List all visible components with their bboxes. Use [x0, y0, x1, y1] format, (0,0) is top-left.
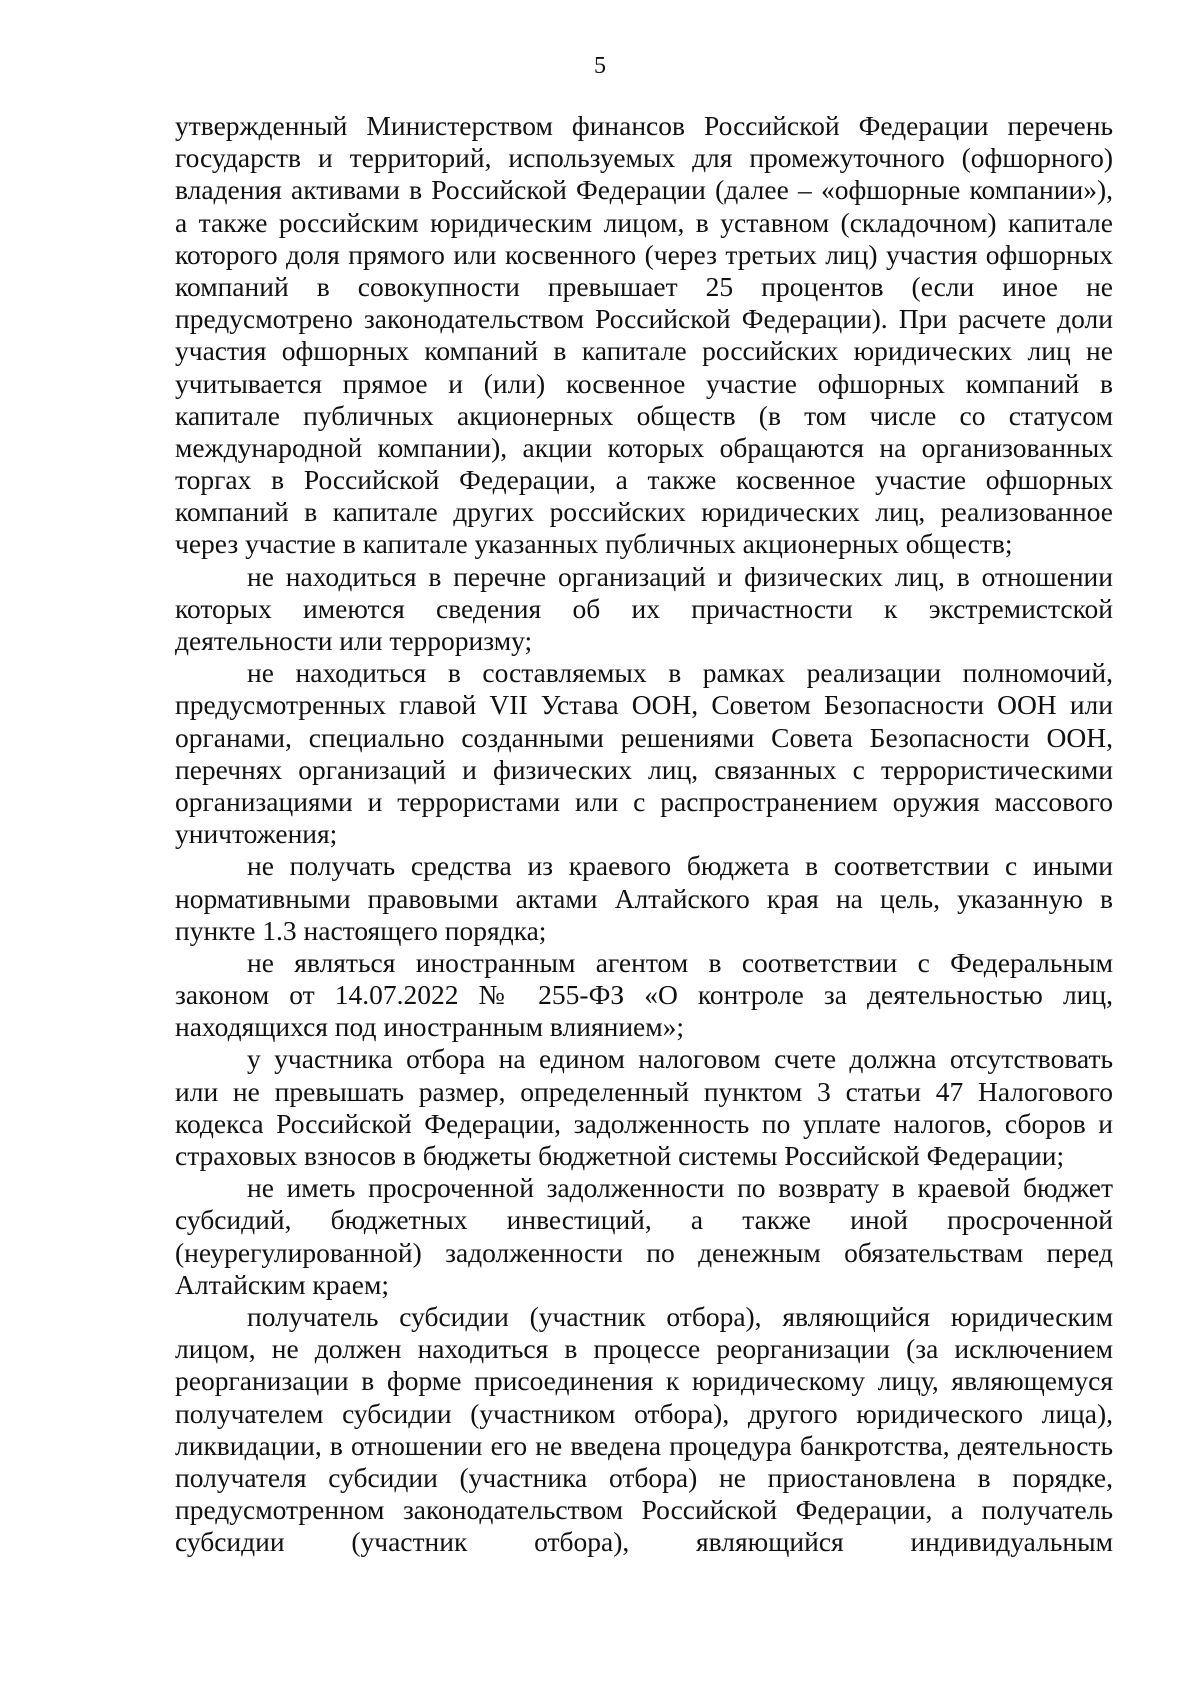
- paragraph-tax-account: [175, 1043, 1113, 1172]
- text-line: у участника отбора на едином налоговом счете должна отсутствовать: [247, 1043, 1113, 1075]
- text-line: владения активами в Российской Федерации (далее – «офшорные компании»),: [175, 174, 1113, 206]
- text-line: а также российским юридическим лицом, в уставном (складочном) капитале: [175, 206, 1113, 238]
- text-line: международной компании), акции которых обращаются на организованных: [175, 431, 1113, 463]
- text-line: находящихся под иностранным влиянием»;: [175, 1011, 685, 1043]
- text-line: капитале публичных акционерных обществ (в том числе со статусом: [175, 399, 1113, 431]
- text-line: предусмотренных главой VII Устава ООН, Советом Безопасности ООН или: [175, 689, 1113, 721]
- text-line: деятельности или терроризму;: [175, 625, 533, 656]
- text-line: организациями и террористами или с распространением оружия массового: [175, 785, 1113, 817]
- text-line: Алтайским краем;: [175, 1268, 389, 1300]
- text-line: органами, специально созданными решениями Совета Безопасности ООН,: [175, 721, 1113, 753]
- text-line: субсидии (участник отбора), являющийся индивидуальным: [175, 1526, 1113, 1558]
- text-line: (неурегулированной) задолженности по денежным обязательствам перед: [175, 1236, 1113, 1268]
- text-line: не получать средства из краевого бюджета в соответствии с иными: [247, 850, 1113, 882]
- text-line: компаний в капитале других российских юридических лиц, реализованное: [175, 496, 1113, 528]
- text-line: государств и территорий, используемых для промежуточного (офшорного): [175, 142, 1113, 174]
- text-line: получателя субсидии (участника отбора) не приостановлена в порядке,: [175, 1461, 1113, 1493]
- paragraph-extremism: [175, 561, 1113, 658]
- text-line: которых имеются сведения об их причастности к экстремистской: [175, 592, 1113, 624]
- text-line: которого доля прямого или косвенного (через третьих лиц) участия офшорных: [175, 238, 1113, 270]
- text-line: или не превышать размер, определенный пунктом 3 статьи 47 Налогового: [175, 1075, 1113, 1107]
- text-line: не являться иностранным агентом в соответствии с Федеральным: [247, 946, 1113, 978]
- text-line: учитывается прямое и (или) косвенное участие офшорных компаний в: [175, 367, 1113, 399]
- text-line: кодекса Российской Федерации, задолженность по уплате налогов, сборов и: [175, 1107, 1113, 1139]
- paragraph-foreign-agent: [175, 947, 1113, 1044]
- text-line: через участие в капитале указанных публичных акционерных обществ;: [175, 528, 1013, 560]
- text-line: субсидий, бюджетных инвестиций, а также иной просроченной: [175, 1204, 1113, 1236]
- paragraph-offshore: [175, 110, 1113, 561]
- paragraph-regional-budget: [175, 850, 1113, 947]
- text-line: предусмотрено законодательством Российской Федерации). При расчете доли: [175, 303, 1113, 335]
- text-line: уничтожения;: [175, 818, 338, 850]
- text-line: страховых взносов в бюджеты бюджетной системы Российской Федерации;: [175, 1140, 1065, 1171]
- paragraph-un-security-council: [175, 657, 1113, 850]
- text-line: торгах в Российской Федерации, а также косвенное участие офшорных: [175, 464, 1113, 496]
- page-number: 5: [594, 53, 606, 79]
- paragraph-reorganization: [175, 1301, 1113, 1559]
- text-line: участия офшорных компаний в капитале российских юридических лиц не: [175, 335, 1113, 367]
- text-line: получатель субсидии (участник отбора), являющийся юридическим: [247, 1300, 1113, 1332]
- text-line: компаний в совокупности превышает 25 процентов (если иное не: [175, 270, 1113, 302]
- text-line: получателем субсидии (участником отбора), другого юридического лица),: [175, 1397, 1113, 1429]
- text-line: ликвидации, в отношении его не введена процедура банкротства, деятельность: [175, 1429, 1113, 1461]
- text-line: не находиться в составляемых в рамках реализации полномочий,: [247, 657, 1113, 689]
- document-body: [175, 110, 1113, 1558]
- text-line: не находиться в перечне организаций и физических лиц, в отношении: [247, 560, 1113, 592]
- text-line: нормативными правовыми актами Алтайского края на цель, указанную в: [175, 882, 1113, 914]
- text-line: перечнях организаций и физических лиц, связанных с террористическими: [175, 753, 1113, 785]
- text-line: утвержденный Министерством финансов Российской Федерации перечень: [175, 110, 1113, 141]
- text-line: законом от 14.07.2022 № 255-ФЗ «О контроле за деятельностью лиц,: [175, 979, 1113, 1011]
- text-line: предусмотренном законодательством Российской Федерации, а получатель: [175, 1494, 1113, 1526]
- paragraph-overdue-debt: [175, 1172, 1113, 1301]
- text-line: лицом, не должен находиться в процессе реорганизации (за исключением: [175, 1333, 1113, 1365]
- text-line: не иметь просроченной задолженности по возврату в краевой бюджет: [247, 1172, 1113, 1204]
- text-line: пункте 1.3 настоящего порядка;: [175, 914, 547, 946]
- text-line: реорганизации в форме присоединения к юридическому лицу, являющемуся: [175, 1365, 1113, 1397]
